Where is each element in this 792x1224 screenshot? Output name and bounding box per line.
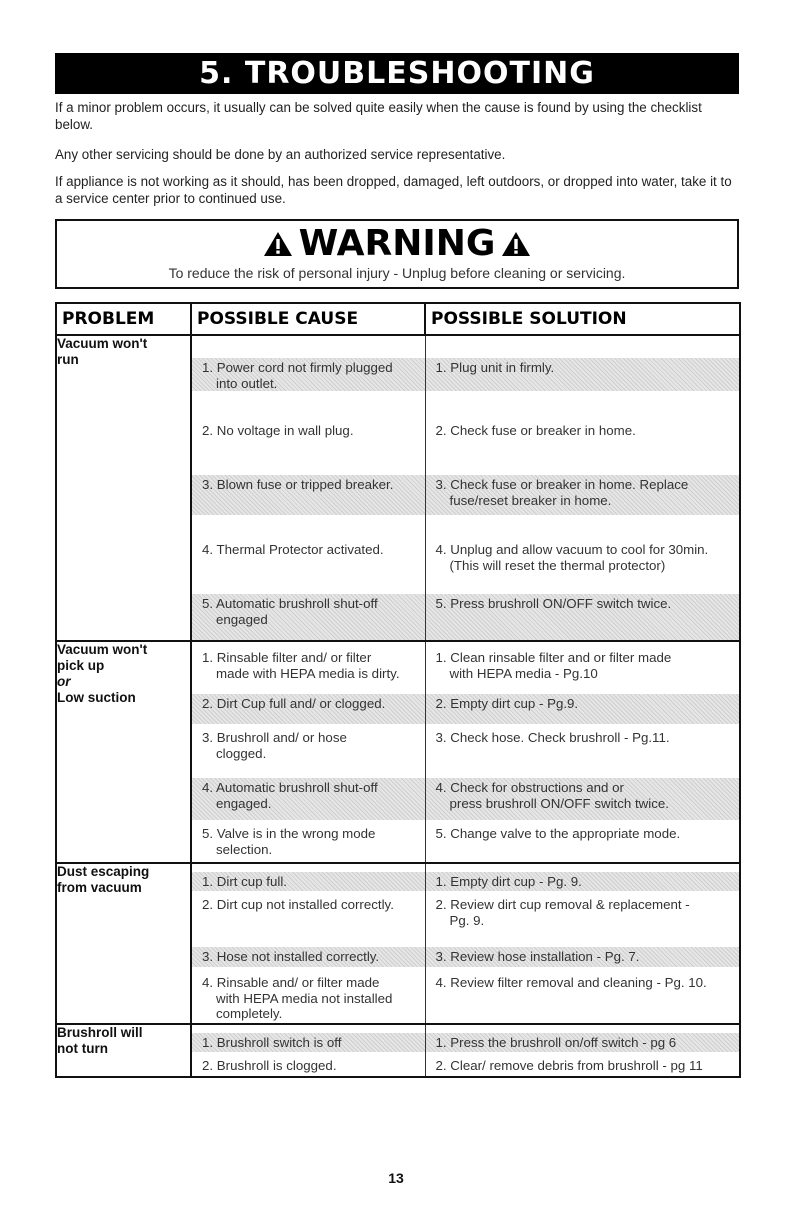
cell-line: selection. — [216, 841, 273, 857]
cell-line: into outlet. — [216, 375, 278, 391]
table-cell-item — [426, 728, 740, 770]
table-cell-item — [192, 728, 425, 770]
row-gap — [192, 1025, 425, 1033]
table-cell-item — [426, 1033, 740, 1052]
cell-line: 2. Clear/ remove debris from brushroll - pg 11 — [435, 1058, 703, 1073]
warning-triangle-icon — [263, 231, 293, 257]
cell-line: Pg. 9. — [449, 912, 485, 928]
header-solution: POSSIBLE SOLUTION — [425, 303, 740, 335]
cell-line: 5. Automatic brushroll shut-off — [202, 596, 378, 611]
row-gap — [192, 457, 425, 475]
cell-line: 1. Empty dirt cup - Pg. 9. — [435, 874, 582, 889]
cell-line: 4. Check for obstructions and or — [435, 780, 624, 795]
table-cell-item — [192, 895, 425, 933]
table-cell-item — [426, 540, 740, 586]
table-cell-item — [192, 540, 425, 586]
row-gap — [192, 864, 425, 872]
table-body — [56, 335, 740, 1077]
problem-label: Vacuum won't — [57, 642, 148, 657]
cell-line: clogged. — [216, 745, 267, 761]
problem-label: Dust escaping — [57, 864, 150, 879]
table-cell-item — [192, 824, 425, 862]
cell-line: 2. Review dirt cup removal & replacement - — [435, 897, 690, 912]
table-cell-item — [192, 421, 425, 457]
table-row — [56, 1024, 740, 1077]
solutions-cell — [425, 1024, 740, 1077]
problem-cell — [56, 1024, 191, 1077]
cell-line: 3. Blown fuse or tripped breaker. — [202, 477, 394, 492]
cell-line: 3. Review hose installation - Pg. 7. — [435, 949, 640, 964]
causes-cell — [191, 1024, 425, 1077]
cell-line: with HEPA media not installed — [216, 990, 393, 1006]
header-cause: POSSIBLE CAUSE — [191, 303, 425, 335]
row-gap — [426, 770, 740, 778]
problem-or: or — [57, 674, 71, 689]
cell-line: engaged. — [216, 795, 272, 811]
intro-paragraph-3: If appliance is not working as it should, has been dropped, damaged, left outdoors, or dropped into water, take it to a service center prior to continued use. — [55, 174, 732, 206]
cell-line: 4. Automatic brushroll shut-off — [202, 780, 378, 795]
table-cell-item — [192, 1033, 425, 1052]
table-cell-item — [426, 895, 740, 933]
cell-line: 2. Dirt cup not installed correctly. — [202, 897, 394, 912]
row-gap — [426, 391, 740, 421]
cell-line: 3. Hose not installed correctly. — [202, 949, 380, 964]
warning-text: To reduce the risk of personal injury - Unplug before cleaning or servicing. — [168, 265, 626, 281]
cell-line: 4. Thermal Protector activated. — [202, 542, 384, 557]
table-header-row — [56, 303, 740, 335]
table-cell-item — [426, 973, 740, 1023]
row-gap — [426, 686, 740, 694]
table-row — [56, 641, 740, 863]
page-number: 13 — [388, 1170, 404, 1186]
troubleshooting-table — [55, 302, 741, 1078]
table-cell-item — [192, 1056, 425, 1076]
row-gap — [192, 586, 425, 594]
table-cell-item — [426, 872, 740, 891]
section-title: 5. TROUBLESHOOTING — [55, 53, 739, 94]
cell-line: 4. Rinsable and/ or filter made — [202, 975, 380, 990]
problem-cell — [56, 863, 191, 1024]
table-cell-item — [426, 778, 740, 820]
table-cell-item — [426, 694, 740, 724]
problem-label: run — [57, 352, 79, 367]
cell-line: 1. Rinsable filter and/ or filter — [202, 650, 372, 665]
row-gap — [192, 515, 425, 540]
cell-line: 2. Dirt Cup full and/ or clogged. — [202, 696, 386, 711]
problem-label: Vacuum won't — [57, 336, 148, 351]
solutions-cell — [425, 641, 740, 863]
cell-line: 5. Press brushroll ON/OFF switch twice. — [435, 596, 672, 611]
table-cell-item — [426, 1056, 740, 1076]
cell-line: 5. Change valve to the appropriate mode. — [435, 826, 681, 841]
table-row — [56, 335, 740, 641]
cell-line: 3. Check fuse or breaker in home. Replace — [435, 477, 689, 492]
table-cell-item — [192, 947, 425, 967]
cell-line: 1. Press the brushroll on/off switch - pg 6 — [435, 1035, 677, 1050]
row-gap — [426, 864, 740, 872]
warning-box — [55, 219, 739, 289]
cell-line: 1. Power cord not firmly plugged — [202, 360, 393, 375]
cell-line: made with HEPA media is dirty. — [216, 665, 400, 681]
warning-triangle-icon — [501, 231, 531, 257]
row-gap — [192, 770, 425, 778]
problem-cell — [56, 641, 191, 863]
problem-cell — [56, 335, 191, 641]
cell-line: 1. Brushroll switch is off — [202, 1035, 342, 1050]
cell-line: 2. Check fuse or breaker in home. — [435, 423, 636, 438]
cell-line: fuse/reset breaker in home. — [449, 492, 612, 508]
cell-line: 1. Clean rinsable filter and or filter made — [435, 650, 672, 665]
row-gap — [426, 457, 740, 475]
row-gap — [192, 933, 425, 947]
table-cell-item — [426, 475, 740, 515]
problem-label: Low suction — [57, 690, 136, 705]
solutions-cell — [425, 863, 740, 1024]
cell-line: 4. Review filter removal and cleaning - Pg. 10. — [435, 975, 707, 990]
row-gap — [426, 515, 740, 540]
row-gap — [192, 686, 425, 694]
warning-title: WARNING — [298, 223, 496, 264]
cell-line: 3. Brushroll and/ or hose — [202, 730, 347, 745]
table-cell-item — [426, 947, 740, 967]
cell-line: completely. — [216, 1006, 283, 1021]
row-gap — [192, 391, 425, 421]
problem-label: not turn — [57, 1041, 108, 1056]
table-cell-item — [192, 694, 425, 724]
table-cell-item — [426, 824, 740, 862]
cell-line: 1. Plug unit in firmly. — [435, 360, 555, 375]
causes-cell — [191, 641, 425, 863]
table-cell-item — [426, 358, 740, 391]
cell-line: 5. Valve is in the wrong mode — [202, 826, 376, 841]
row-gap — [426, 1025, 740, 1033]
cell-line: 2. Brushroll is clogged. — [202, 1058, 337, 1073]
intro-paragraph-2: Any other servicing should be done by an authorized service representative. — [55, 147, 506, 162]
table-cell-item — [426, 594, 740, 640]
table-cell-item — [192, 358, 425, 391]
header-problem: PROBLEM — [56, 303, 191, 335]
causes-cell — [191, 335, 425, 641]
table-cell-item — [192, 594, 425, 640]
problem-label: from vacuum — [57, 880, 142, 895]
problem-label: pick up — [57, 658, 105, 673]
table-cell-item — [426, 648, 740, 686]
table-cell-item — [192, 778, 425, 820]
problem-label: Brushroll will — [57, 1025, 143, 1040]
cell-line: (This will reset the thermal protector) — [449, 557, 666, 573]
cell-line: 2. Empty dirt cup - Pg.9. — [435, 696, 579, 711]
table-cell-item — [192, 475, 425, 515]
cell-line: 4. Unplug and allow vacuum to cool for 30min. — [435, 542, 709, 557]
row-gap — [426, 336, 740, 358]
table-cell-item — [192, 648, 425, 686]
cell-line: press brushroll ON/OFF switch twice. — [449, 795, 669, 811]
table-cell-item — [426, 421, 740, 457]
table-cell-item — [192, 872, 425, 891]
cell-line: 1. Dirt cup full. — [202, 874, 287, 889]
intro-paragraph-1: If a minor problem occurs, it usually can be solved quite easily when the cause is found by using the checklist below. — [55, 100, 702, 132]
row-gap — [192, 336, 425, 358]
causes-cell — [191, 863, 425, 1024]
cell-line: engaged — [216, 611, 268, 627]
row-gap — [426, 933, 740, 947]
table-row — [56, 863, 740, 1024]
warning-heading — [57, 224, 737, 264]
table-cell-item — [192, 973, 425, 1023]
cell-line: 3. Check hose. Check brushroll - Pg.11. — [435, 730, 670, 745]
cell-line: 2. No voltage in wall plug. — [202, 423, 354, 438]
cell-line: with HEPA media - Pg.10 — [449, 665, 598, 681]
row-gap — [426, 586, 740, 594]
solutions-cell — [425, 335, 740, 641]
